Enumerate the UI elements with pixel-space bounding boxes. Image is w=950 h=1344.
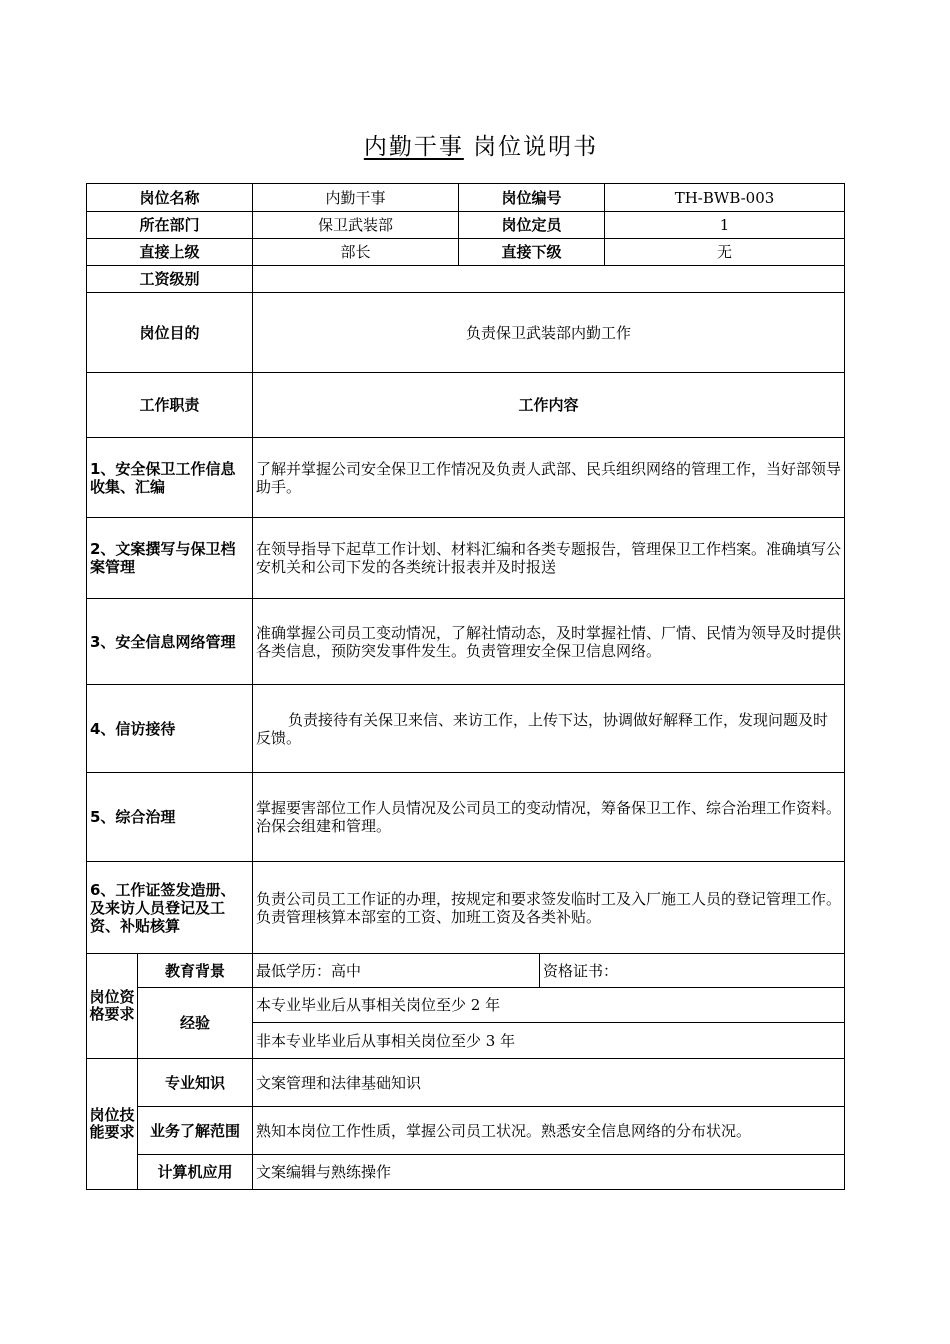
value-quota: 1 <box>605 212 845 239</box>
label-superior: 直接上级 <box>87 239 253 266</box>
duty-content: 在领导指导下起草工作计划、材料汇编和各类专题报告，管理保卫工作档案。准确填写公安机关和公司下发的各类统计报表并及时报送 <box>253 518 845 599</box>
row-purpose <box>87 293 845 373</box>
value-education: 最低学历：高中 <box>253 954 540 988</box>
title-suffix: 岗位说明书 <box>473 134 599 160</box>
value-job-name: 内勤干事 <box>253 184 459 212</box>
duty-title: 3、安全信息网络管理 <box>87 599 253 685</box>
value-business: 熟知本岗位工作性质，掌握公司员工状况。熟悉安全信息网络的分布状况。 <box>253 1107 845 1155</box>
row-duties-header <box>87 373 845 438</box>
row-experience-1 <box>87 988 845 1023</box>
row-dept <box>87 212 845 239</box>
page-title <box>0 128 950 161</box>
value-purpose: 负责保卫武装部内勤工作 <box>253 293 845 373</box>
row-superior <box>87 239 845 266</box>
value-job-code: TH-BWB-003 <box>605 184 845 212</box>
label-computer: 计算机应用 <box>138 1155 253 1190</box>
label-education: 教育背景 <box>138 954 253 988</box>
value-knowledge: 文案管理和法律基础知识 <box>253 1059 845 1107</box>
duty-title: 2、文案撰写与保卫档案管理 <box>87 518 253 599</box>
label-job-code: 岗位编号 <box>459 184 605 212</box>
duty-title: 5、综合治理 <box>87 773 253 862</box>
label-purpose: 岗位目的 <box>87 293 253 373</box>
duty-row <box>87 685 845 773</box>
skills-group-label: 岗位技能要求 <box>87 1059 138 1190</box>
value-computer: 文案编辑与熟练操作 <box>253 1155 845 1190</box>
row-business <box>87 1107 845 1155</box>
duty-row <box>87 773 845 862</box>
duty-content: 负责公司员工工作证的办理，按规定和要求签发临时工及入厂施工人员的登记管理工作。负责管理核算本部室的工资、加班工资及各类补贴。 <box>253 862 845 954</box>
duty-content: 了解并掌握公司安全保卫工作情况及负责人武部、民兵组织网络的管理工作，当好部领导助手。 <box>253 438 845 518</box>
title-job: 内勤干事 <box>363 134 464 160</box>
label-experience: 经验 <box>138 988 253 1059</box>
duty-title: 6、工作证签发造册、及来访人员登记及工资、补贴核算 <box>87 862 253 954</box>
value-certificate: 资格证书： <box>540 954 845 988</box>
value-experience-2: 非本专业毕业后从事相关岗位至少 3 年 <box>253 1023 845 1059</box>
duty-content: 准确掌握公司员工变动情况，了解社情动态，及时掌握社情、厂情、民情为领导及时提供各类信息，预防突发事件发生。负责管理安全保卫信息网络。 <box>253 599 845 685</box>
label-duties: 工作职责 <box>87 373 253 438</box>
duty-content: 负责接待有关保卫来信、来访工作，上传下达，协调做好解释工作，发现问题及时反馈。 <box>253 685 845 773</box>
job-description-table <box>86 183 845 1190</box>
qualification-group-label: 岗位资格要求 <box>87 954 138 1059</box>
value-superior: 部长 <box>253 239 459 266</box>
value-subordinate: 无 <box>605 239 845 266</box>
duty-row <box>87 862 845 954</box>
value-department: 保卫武装部 <box>253 212 459 239</box>
value-salary <box>253 266 845 293</box>
row-education <box>87 954 845 988</box>
row-computer <box>87 1155 845 1190</box>
label-job-name: 岗位名称 <box>87 184 253 212</box>
label-salary: 工资级别 <box>87 266 253 293</box>
duty-row <box>87 518 845 599</box>
duty-content: 掌握要害部位工作人员情况及公司员工的变动情况，筹备保卫工作、综合治理工作资料。治保会组建和管理。 <box>253 773 845 862</box>
duty-row <box>87 438 845 518</box>
label-subordinate: 直接下级 <box>459 239 605 266</box>
label-department: 所在部门 <box>87 212 253 239</box>
row-knowledge <box>87 1059 845 1107</box>
label-knowledge: 专业知识 <box>138 1059 253 1107</box>
row-salary <box>87 266 845 293</box>
duty-title: 4、信访接待 <box>87 685 253 773</box>
duty-row <box>87 599 845 685</box>
value-experience-1: 本专业毕业后从事相关岗位至少 2 年 <box>253 988 845 1023</box>
label-quota: 岗位定员 <box>459 212 605 239</box>
row-name <box>87 184 845 212</box>
label-business: 业务了解范围 <box>138 1107 253 1155</box>
duty-title: 1、安全保卫工作信息收集、汇编 <box>87 438 253 518</box>
label-content: 工作内容 <box>253 373 845 438</box>
